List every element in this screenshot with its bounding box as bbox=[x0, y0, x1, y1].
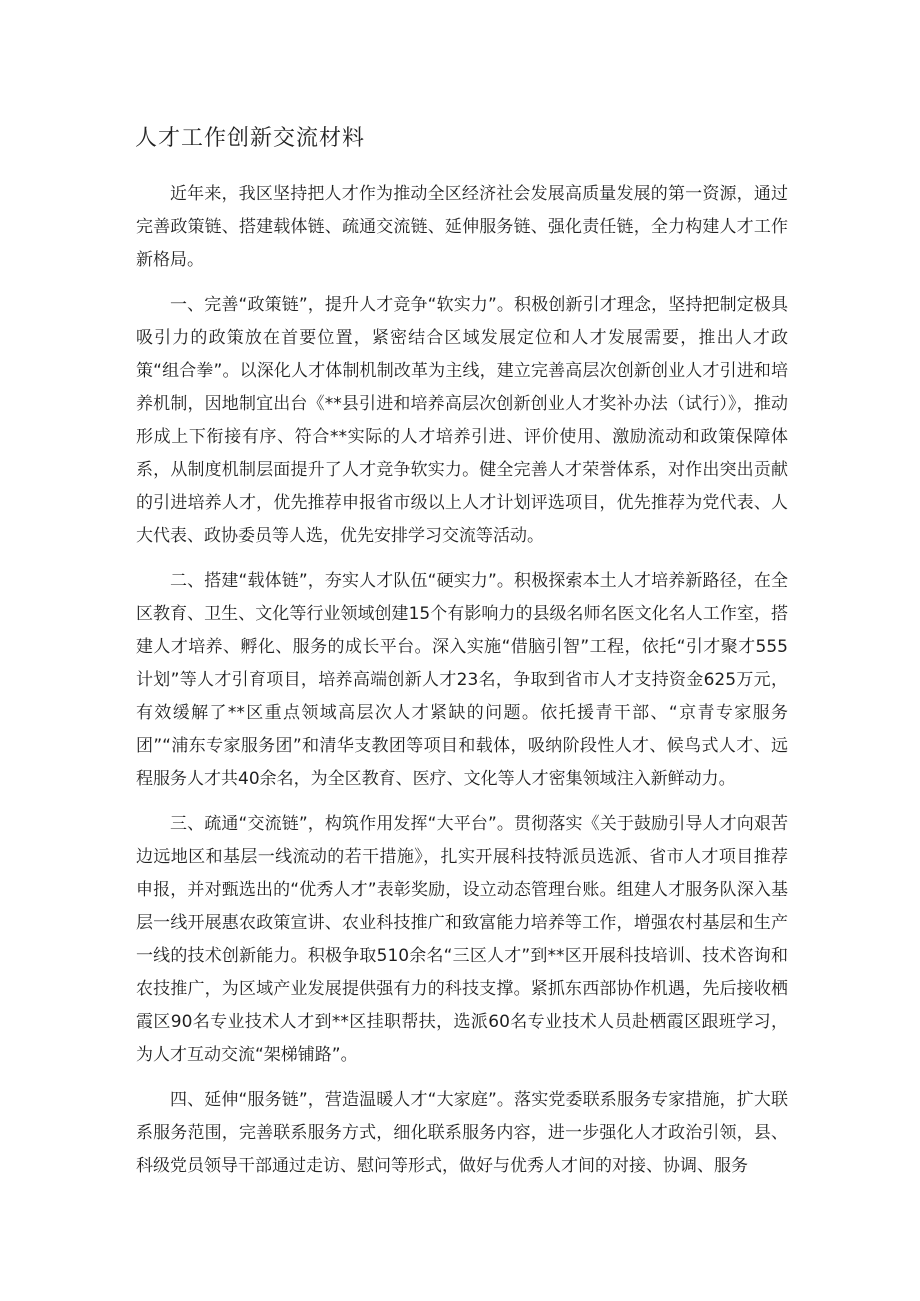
document-title: 人才工作创新交流材料 bbox=[135, 126, 366, 151]
paragraph-section-2: 二、搭建“载体链”，夯实人才队伍“硬实力”。积极探索本土人才培养新路径，在全区教育、卫生、文化等行业领域创建15个有影响力的县级名师名医文化名人工作室，搭建人才培养、孵化、服务的成长平台。深入实施“借脑引智”工程，依托“引才聚才555计划”等人才引育项目，培养高端创新人才23名，争取到省市人才支持资金625万元，有效缓解了**区重点领域高层次人才紧缺的问题。依托援青干部、“京青专家服务团”“浦东专家服务团”和清华支教团等项目和载体，吸纳阶段性人才、候鸟式人才、远程服务人才共40余名，为全区教育、医疗、文化等人才密集领域注入新鲜动力。 bbox=[136, 571, 788, 789]
document-body bbox=[136, 178, 788, 1195]
paragraph-section-3: 三、疏通“交流链”，构筑作用发挥“大平台”。贯彻落实《关于鼓励引导人才向艰苦边远地区和基层一线流动的若干措施》，扎实开展科技特派员选派、省市人才项目推荐申报，并对甄选出的“优秀人才”表彰奖励，设立动态管理台账。组建人才服务队深入基层一线开展惠农政策宣讲、农业科技推广和致富能力培养等工作，增强农村基层和生产一线的技术创新能力。积极争取510余名“三区人才”到**区开展科技培训、技术咨询和农技推广，为区域产业发展提供强有力的科技支撑。紧抓东西部协作机遇，先后接收栖霞区90名专业技术人才到**区挂职帮扶，选派60名专业技术人员赴栖霞区跟班学习，为人才互动交流“架梯铺路”。 bbox=[136, 814, 788, 1065]
paragraph-intro: 近年来，我区坚持把人才作为推动全区经济社会发展高质量发展的第一资源，通过完善政策链、搭建载体链、疏通交流链、延伸服务链、强化责任链，全力构建人才工作新格局。 bbox=[136, 184, 788, 270]
paragraph-section-1: 一、完善“政策链”，提升人才竞争“软实力”。积极创新引才理念，坚持把制定极具吸引力的政策放在首要位置，紧密结合区域发展定位和人才发展需要，推出人才政策“组合拳”。以深化人才体制机制改革为主线，建立完善高层次创新创业人才引进和培养机制，因地制宜出台《**县引进和培养高层次创新创业人才奖补办法（试行）》，推动形成上下衔接有序、符合**实际的人才培养引进、评价使用、激励流动和政策保障体系，从制度机制层面提升了人才竞争软实力。健全完善人才荣誉体系，对作出突出贡献的引进培养人才，优先推荐申报省市级以上人才计划评选项目，优先推荐为党代表、人大代表、政协委员等人选，优先安排学习交流等活动。 bbox=[136, 295, 788, 546]
paragraph-section-4: 四、延伸“服务链”，营造温暖人才“大家庭”。落实党委联系服务专家措施，扩大联系服务范围，完善联系服务方式，细化联系服务内容，进一步强化人才政治引领，县、科级党员领导干部通过走访、慰问等形式，做好与优秀人才间的对接、协调、服务 bbox=[136, 1090, 788, 1176]
